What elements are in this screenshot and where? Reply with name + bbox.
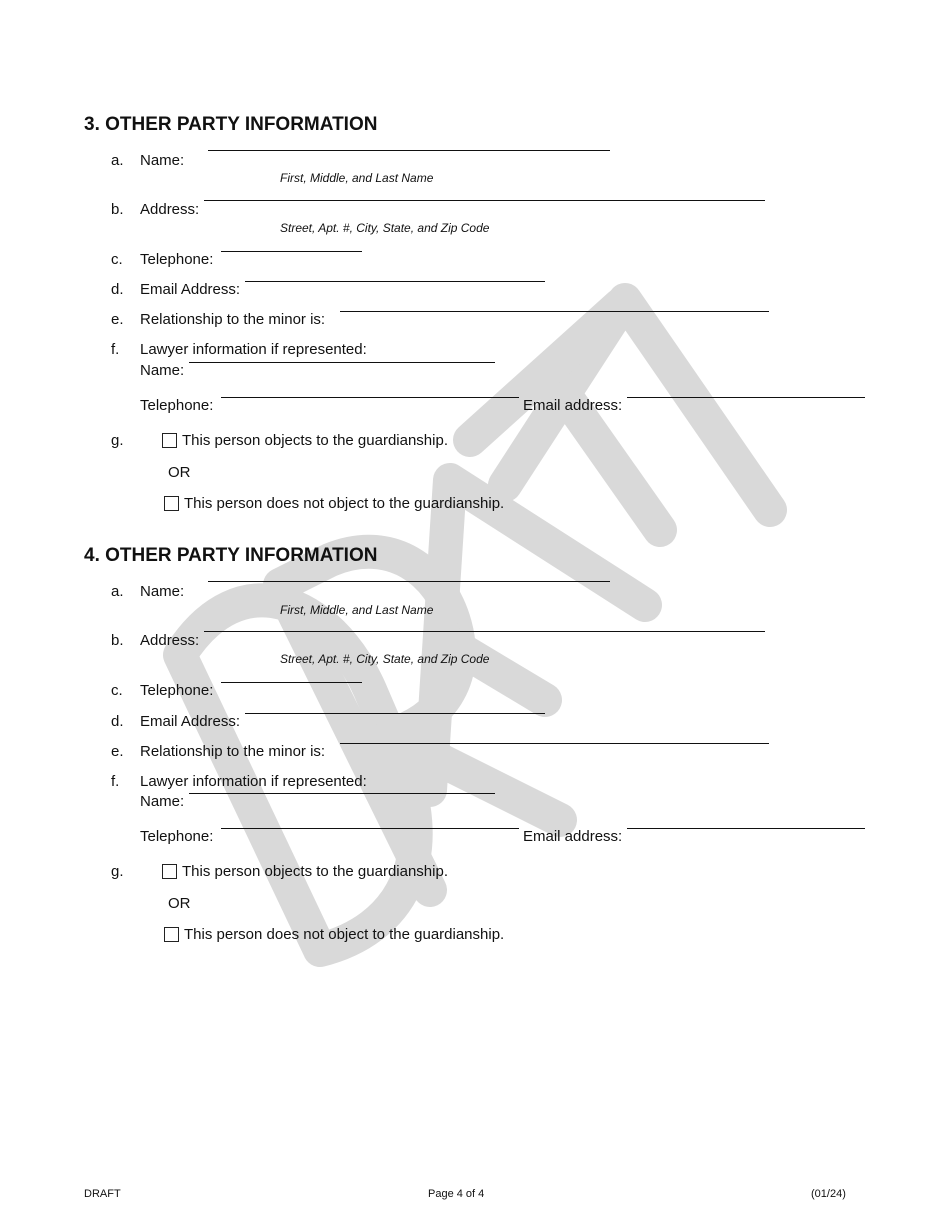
objects-checkbox[interactable] — [162, 433, 177, 448]
item-letter: f. — [111, 341, 120, 358]
lawyer-name-label: Name: — [140, 793, 185, 810]
item-letter: a. — [111, 583, 124, 600]
lawyer-telephone-field[interactable] — [221, 828, 519, 829]
item-letter: f. — [111, 773, 120, 790]
email-label: Email Address: — [140, 713, 241, 730]
objects-label: This person objects to the guardianship. — [182, 863, 448, 880]
relationship-label: Relationship to the minor is: — [140, 743, 326, 760]
telephone-label: Telephone: — [140, 251, 214, 268]
section-heading: 3. OTHER PARTY INFORMATION — [84, 114, 378, 135]
name-label: Name: — [140, 152, 185, 169]
does-not-object-checkbox[interactable] — [164, 496, 179, 511]
or-label: OR — [168, 895, 191, 912]
name-field[interactable] — [208, 581, 610, 582]
address-hint: Street, Apt. #, City, State, and Zip Code — [280, 221, 490, 235]
email-label: Email Address: — [140, 281, 241, 298]
footer-page-number: Page 4 of 4 — [428, 1188, 485, 1200]
name-field[interactable] — [208, 150, 610, 151]
address-field[interactable] — [204, 200, 765, 201]
lawyer-name-field[interactable] — [189, 793, 495, 794]
or-label: OR — [168, 464, 191, 481]
objects-checkbox[interactable] — [162, 864, 177, 879]
item-letter: a. — [111, 152, 124, 169]
address-label: Address: — [140, 632, 200, 649]
item-letter: d. — [111, 713, 124, 730]
lawyer-email-field[interactable] — [627, 828, 865, 829]
telephone-field[interactable] — [221, 251, 362, 252]
item-letter: b. — [111, 632, 124, 649]
item-letter: d. — [111, 281, 124, 298]
item-letter: g. — [111, 432, 124, 449]
item-letter: c. — [111, 682, 123, 699]
lawyer-info-label: Lawyer information if represented: — [140, 773, 367, 790]
address-hint: Street, Apt. #, City, State, and Zip Code — [280, 652, 490, 666]
lawyer-telephone-field[interactable] — [221, 397, 519, 398]
lawyer-email-field[interactable] — [627, 397, 865, 398]
does-not-object-checkbox[interactable] — [164, 927, 179, 942]
does-not-object-label: This person does not object to the guardianship. — [184, 495, 505, 512]
relationship-field[interactable] — [340, 743, 769, 744]
telephone-field[interactable] — [221, 682, 362, 683]
name-hint: First, Middle, and Last Name — [280, 603, 434, 617]
item-letter: e. — [111, 311, 124, 328]
relationship-label: Relationship to the minor is: — [140, 311, 326, 328]
item-letter: e. — [111, 743, 124, 760]
footer-revision-date: (01/24) — [811, 1188, 846, 1200]
relationship-field[interactable] — [340, 311, 769, 312]
lawyer-info-label: Lawyer information if represented: — [140, 341, 367, 358]
objects-label: This person objects to the guardianship. — [182, 432, 448, 449]
address-field[interactable] — [204, 631, 765, 632]
item-letter: b. — [111, 201, 124, 218]
lawyer-name-field[interactable] — [189, 362, 495, 363]
telephone-label: Telephone: — [140, 682, 214, 699]
name-hint: First, Middle, and Last Name — [280, 171, 434, 185]
footer-draft-label: DRAFT — [84, 1188, 121, 1200]
does-not-object-label: This person does not object to the guardianship. — [184, 926, 505, 943]
name-label: Name: — [140, 583, 185, 600]
item-letter: c. — [111, 251, 123, 268]
lawyer-email-label: Email address: — [523, 397, 623, 414]
email-field[interactable] — [245, 281, 545, 282]
section-heading: 4. OTHER PARTY INFORMATION — [84, 545, 378, 566]
lawyer-email-label: Email address: — [523, 828, 623, 845]
lawyer-name-label: Name: — [140, 362, 185, 379]
address-label: Address: — [140, 201, 200, 218]
item-letter: g. — [111, 863, 124, 880]
lawyer-telephone-label: Telephone: — [140, 828, 214, 845]
lawyer-telephone-label: Telephone: — [140, 397, 214, 414]
email-field[interactable] — [245, 713, 545, 714]
